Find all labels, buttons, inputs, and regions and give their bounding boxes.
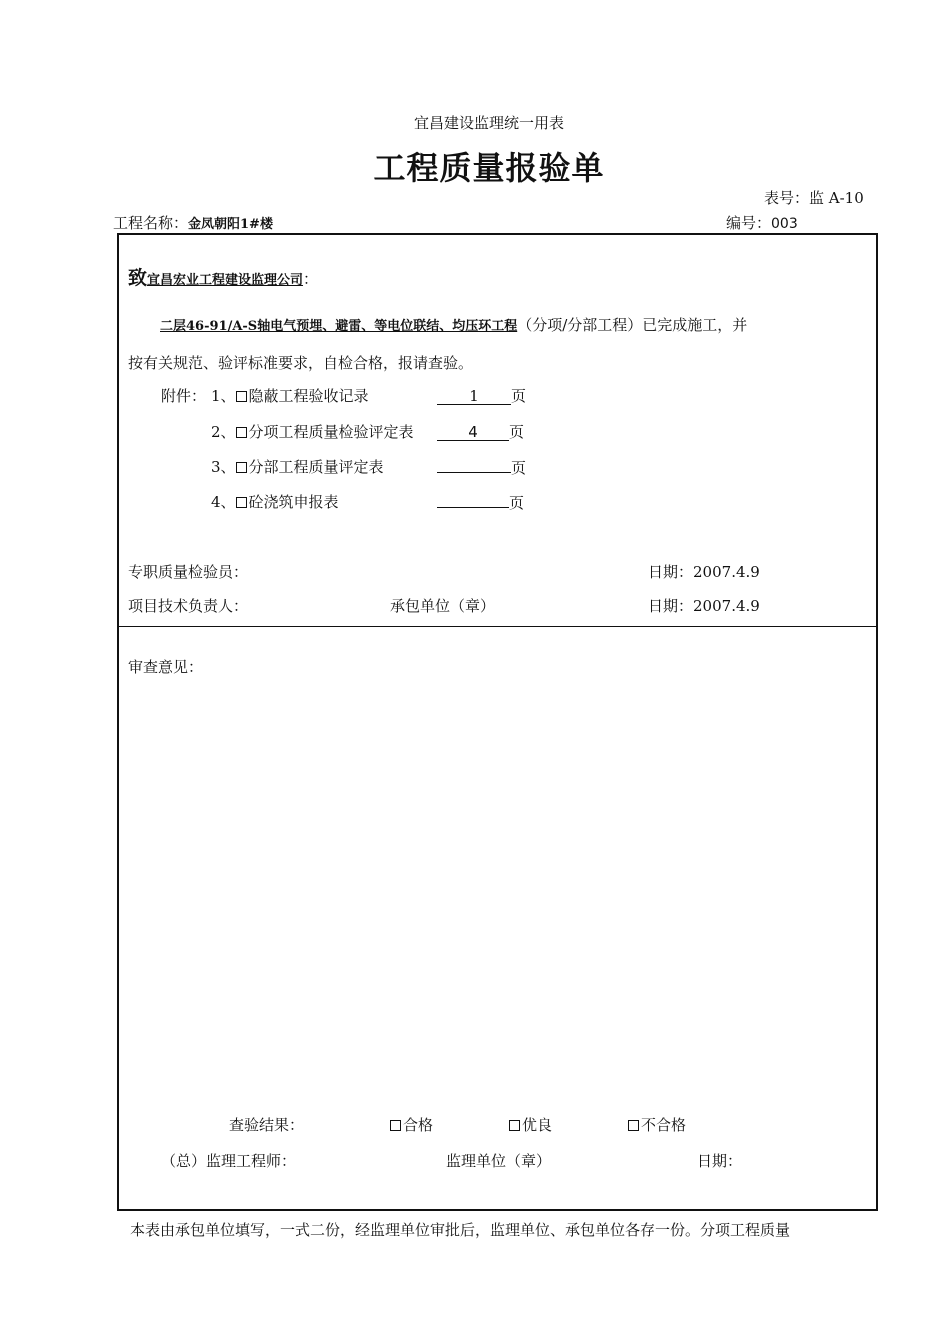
review-date-label: 日期：	[697, 1152, 743, 1170]
attachment-unit: 页	[509, 494, 525, 512]
date-value: 2007.4.9	[693, 563, 760, 581]
inspection-result-label: 查验结果：	[229, 1116, 305, 1134]
attachment-item-2	[211, 421, 414, 442]
attachment-name: 隐蔽工程验收记录	[248, 387, 369, 405]
attachment-unit: 页	[511, 387, 527, 405]
supervisor-seal-label: 监理单位（章）	[446, 1152, 552, 1170]
inspector-label: 专职质量检验员：	[128, 563, 249, 581]
checkbox-icon[interactable]	[236, 462, 247, 473]
addressee-prefix: 致	[128, 267, 148, 289]
attachment-page-count: 4	[437, 424, 509, 441]
form-subtitle: 宜昌建设监理统一用表	[413, 114, 564, 132]
attachment-page-count: 1	[437, 388, 511, 405]
checkbox-icon[interactable]	[509, 1120, 520, 1131]
attachment-index: 3、	[211, 458, 236, 476]
attachment-pages-3	[437, 456, 526, 478]
form-title: 工程质量报验单	[373, 149, 605, 187]
attachment-name: 分项工程质量检验评定表	[248, 423, 414, 441]
attachment-page-count	[437, 491, 509, 508]
addressee-row	[128, 263, 318, 290]
project-name-value: 金凤朝阳1#楼	[188, 217, 273, 232]
project-name-label: 工程名称：	[113, 214, 189, 232]
serial-number-row	[726, 212, 798, 233]
result-option-excellent[interactable]: 优良	[509, 1114, 552, 1135]
date-label: 日期：	[648, 597, 694, 615]
result-option-pass[interactable]: 合格	[390, 1114, 433, 1135]
attachment-unit: 页	[511, 459, 527, 477]
form-frame	[117, 233, 878, 1211]
date-row-2	[648, 595, 760, 616]
attachment-unit: 页	[509, 423, 525, 441]
attachments-label: 附件：	[161, 387, 207, 405]
statement-line-2: 按有关规范、验评标准要求，自检合格，报请查验。	[128, 354, 474, 372]
attachment-pages-1	[437, 385, 526, 406]
attachment-pages-2	[437, 421, 524, 442]
attachment-index: 2、	[211, 423, 236, 441]
date-value: 2007.4.9	[693, 597, 760, 615]
addressee-suffix: ：	[303, 270, 319, 288]
serial-number-label: 编号：	[726, 214, 772, 232]
checkbox-icon[interactable]	[628, 1120, 639, 1131]
statement-line-1	[160, 314, 747, 335]
result-option-fail[interactable]: 不合格	[628, 1114, 686, 1135]
attachment-item-4	[211, 491, 339, 512]
checkbox-icon[interactable]	[390, 1120, 401, 1131]
addressee-company: 宜昌宏业工程建设监理公司	[147, 273, 304, 288]
attachment-index: 1、	[211, 387, 236, 405]
review-opinion-label: 审查意见：	[128, 658, 204, 676]
form-number: 表号：监 A-10	[764, 189, 864, 207]
attachment-item-1	[211, 385, 369, 406]
date-row-1	[648, 561, 760, 582]
footer-note: 本表由承包单位填写，一式二份，经监理单位审批后，监理单位、承包单位各存一份。分项工程质量	[130, 1221, 791, 1239]
statement-part-1: （分项/分部工程）已完成施工，并	[517, 316, 748, 334]
attachment-name: 分部工程质量评定表	[248, 458, 384, 476]
attachment-pages-4	[437, 491, 524, 513]
attachment-item-3	[211, 456, 384, 477]
attachment-page-count	[437, 456, 511, 473]
contractor-seal-label: 承包单位（章）	[390, 597, 496, 615]
section-divider	[119, 626, 876, 627]
date-label: 日期：	[648, 563, 694, 581]
chief-engineer-label: （总）监理工程师：	[161, 1152, 297, 1170]
attachment-index: 4、	[211, 493, 236, 511]
checkbox-icon[interactable]	[236, 497, 247, 508]
work-item: 二层46-91/A-S轴电气预埋、避雷、等电位联结、均压环工程	[160, 319, 518, 334]
attachment-name: 砼浇筑申报表	[248, 493, 339, 511]
checkbox-icon[interactable]	[236, 427, 247, 438]
project-name-row	[113, 212, 273, 233]
checkbox-icon[interactable]	[236, 391, 247, 402]
tech-lead-label: 项目技术负责人：	[128, 597, 249, 615]
serial-number-value: 003	[771, 216, 798, 232]
